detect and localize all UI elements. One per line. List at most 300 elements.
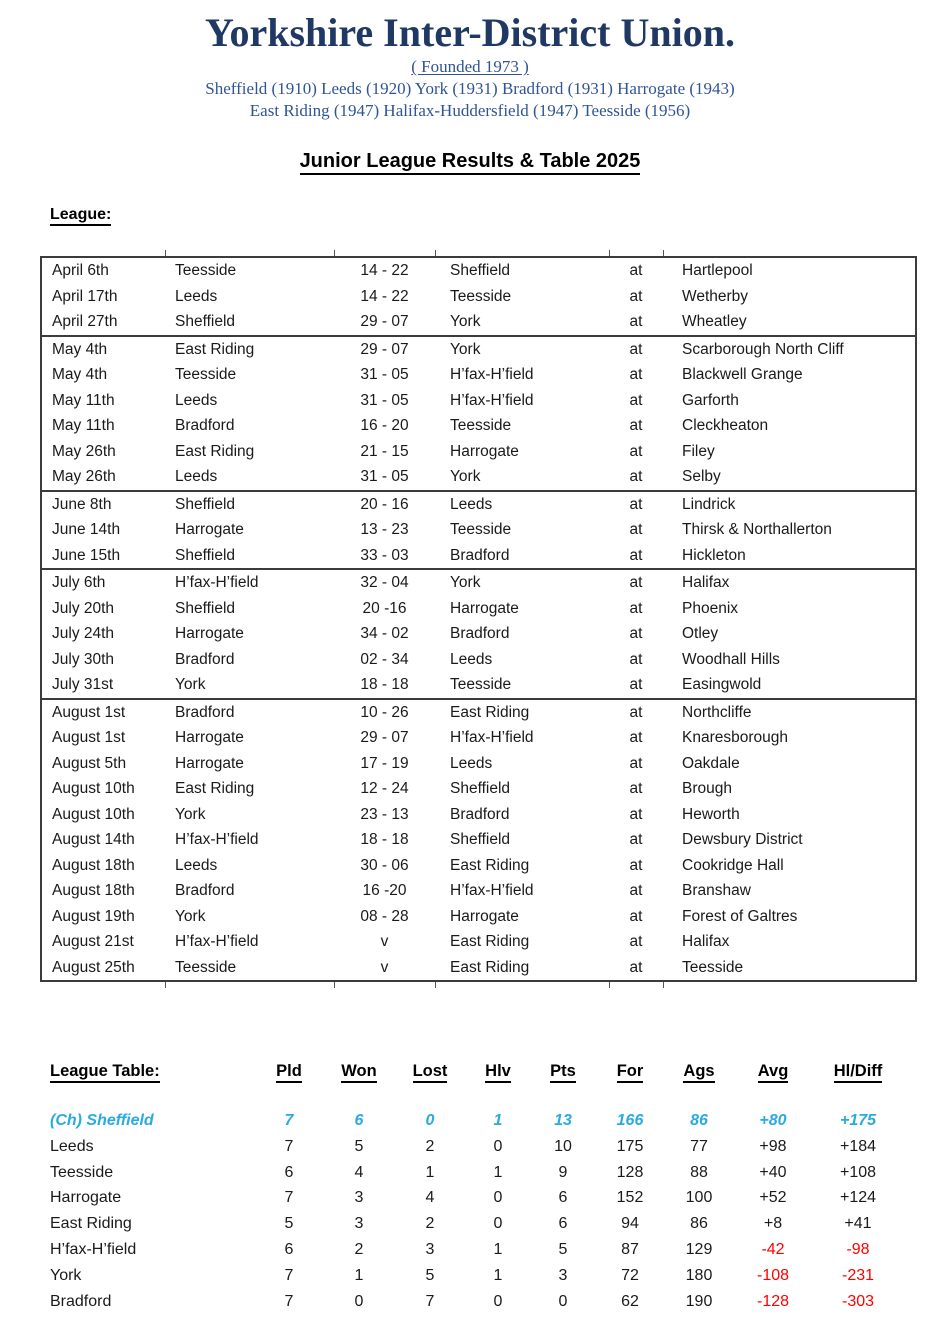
stat-value: 6 — [558, 1215, 568, 1233]
team-name: Teesside — [50, 1163, 114, 1181]
venue-name: Otley — [682, 625, 719, 642]
team-name: Leeds — [50, 1137, 94, 1155]
stat-value: 2 — [354, 1240, 364, 1258]
result-row — [42, 413, 915, 439]
stat-value: 88 — [690, 1163, 708, 1181]
stat-value: +8 — [763, 1215, 783, 1233]
at-label: at — [629, 703, 643, 721]
match-score: 12 - 24 — [360, 780, 409, 797]
stat-value: 0 — [354, 1292, 364, 1310]
match-score: 31 - 05 — [360, 468, 409, 485]
home-team: Bradford — [175, 417, 235, 434]
venue-name: Heworth — [682, 805, 740, 823]
at-label: at — [629, 958, 643, 976]
match-date: May 4th — [52, 340, 108, 358]
column-divider-tick — [663, 982, 664, 988]
result-row — [42, 904, 915, 930]
founded-text: ( Founded 1973 ) — [411, 57, 529, 76]
at-label: at — [629, 805, 643, 823]
venue-name: Dewsbury District — [682, 831, 803, 848]
league-table-header — [50, 1060, 910, 1082]
match-score: 20 -16 — [362, 599, 407, 617]
column-divider-tick — [435, 982, 436, 988]
home-team: Sheffield — [175, 546, 236, 564]
stat-value: -108 — [756, 1266, 790, 1284]
venue-name: Cookridge Hall — [682, 856, 784, 874]
match-date: August 19th — [52, 907, 135, 925]
match-date: August 10th — [52, 805, 135, 823]
results-table-body — [40, 256, 917, 982]
venue-name: Knaresborough — [682, 729, 788, 746]
result-row — [42, 955, 915, 981]
column-ticks-top — [40, 250, 917, 256]
venue-name: Hickleton — [682, 546, 746, 564]
stat-value: -231 — [841, 1266, 875, 1284]
column-header: Pts — [530, 1060, 596, 1082]
league-label — [50, 204, 940, 226]
stat-value: 1 — [354, 1266, 364, 1284]
column-divider-tick — [334, 982, 335, 988]
stat-value: 7 — [284, 1137, 294, 1155]
result-row — [42, 258, 915, 284]
match-date: May 26th — [52, 442, 116, 460]
column-divider-tick — [165, 250, 166, 256]
stat-value: 128 — [616, 1163, 644, 1181]
venue-name: Northcliffe — [682, 703, 752, 721]
match-score: 21 - 15 — [360, 442, 409, 460]
stat-value: 3 — [354, 1215, 364, 1233]
venue-name: Selby — [682, 468, 721, 485]
stat-value: 4 — [425, 1189, 435, 1207]
stat-value: 5 — [284, 1215, 294, 1233]
column-header: Hl/Diff — [812, 1060, 904, 1082]
match-date: August 25th — [52, 958, 135, 976]
stat-value: 87 — [621, 1240, 639, 1258]
match-score: 14 - 22 — [360, 262, 409, 279]
away-team: H’fax-H’field — [450, 882, 534, 899]
districts-line-1: Sheffield (1910) Leeds (1920) York (1931) Bradford (1931) Harrogate (1943) — [205, 79, 735, 98]
at-label: at — [629, 599, 643, 617]
home-team: Bradford — [175, 650, 235, 668]
league-table — [50, 1060, 910, 1314]
stat-value: +52 — [759, 1189, 787, 1207]
venue-name: Brough — [682, 780, 732, 797]
result-row — [42, 309, 915, 335]
match-date: August 10th — [52, 780, 135, 797]
match-date: July 30th — [52, 650, 115, 668]
stat-value: -42 — [761, 1240, 785, 1258]
stat-value: -303 — [841, 1292, 875, 1310]
stat-value: 77 — [690, 1137, 708, 1155]
page-header — [0, 10, 940, 122]
home-team: Bradford — [175, 882, 235, 899]
league-table-row — [50, 1289, 910, 1315]
league-table-row — [50, 1108, 910, 1134]
away-team: Sheffield — [450, 262, 511, 279]
column-divider-tick — [609, 982, 610, 988]
match-date: May 4th — [52, 366, 108, 383]
at-label: at — [629, 262, 643, 279]
match-date: August 18th — [52, 882, 135, 899]
result-row — [42, 751, 915, 777]
results-table — [40, 250, 917, 988]
home-team: H’fax-H’field — [175, 831, 259, 848]
match-score: 16 - 20 — [360, 417, 409, 434]
venue-name: Filey — [682, 442, 715, 460]
home-team: Harrogate — [175, 729, 244, 746]
match-score: 08 - 28 — [360, 907, 409, 925]
away-team: East Riding — [450, 703, 530, 721]
result-row — [42, 929, 915, 955]
match-date: August 1st — [52, 703, 126, 721]
match-date: July 20th — [52, 599, 115, 617]
at-label: at — [629, 729, 643, 746]
match-score: 29 - 07 — [360, 340, 409, 358]
venue-name: Lindrick — [682, 495, 736, 513]
team-name: Bradford — [50, 1292, 112, 1310]
venue-name: Easingwold — [682, 676, 762, 693]
at-label: at — [629, 521, 643, 538]
home-team: H’fax-H’field — [175, 574, 259, 591]
home-team: Sheffield — [175, 313, 236, 330]
away-team: H’fax-H’field — [450, 729, 534, 746]
away-team: East Riding — [450, 856, 530, 874]
venue-name: Teesside — [682, 958, 744, 976]
stat-value: 6 — [558, 1189, 568, 1207]
stat-value: 0 — [425, 1112, 435, 1129]
match-score: 23 - 13 — [360, 805, 409, 823]
at-label: at — [629, 366, 643, 383]
home-team: Leeds — [175, 856, 218, 874]
column-divider-tick — [663, 250, 664, 256]
away-team: Bradford — [450, 805, 510, 823]
home-team: Teesside — [175, 262, 237, 279]
match-score: 31 - 05 — [360, 366, 409, 383]
match-score: 14 - 22 — [360, 287, 409, 305]
match-score: 29 - 07 — [360, 313, 409, 330]
match-date: July 24th — [52, 625, 115, 642]
stat-value: +108 — [839, 1163, 877, 1181]
stat-value: +184 — [839, 1137, 877, 1155]
match-date: August 18th — [52, 856, 135, 874]
venue-name: Wetherby — [682, 287, 749, 305]
match-score: 33 - 03 — [360, 546, 409, 564]
at-label: at — [629, 287, 643, 305]
venue-name: Garforth — [682, 391, 739, 409]
home-team: Harrogate — [175, 754, 244, 772]
match-date: August 21st — [52, 933, 134, 950]
away-team: Harrogate — [450, 599, 519, 617]
league-table-row — [50, 1160, 910, 1186]
result-row — [42, 337, 915, 363]
column-header: Lost — [394, 1060, 466, 1082]
match-score: v — [380, 958, 389, 976]
stat-value: 62 — [621, 1292, 639, 1310]
venue-name: Phoenix — [682, 599, 739, 617]
column-divider-tick — [334, 250, 335, 256]
stat-value: +98 — [759, 1137, 787, 1155]
league-label-text: League: — [50, 206, 111, 226]
result-row — [42, 492, 915, 518]
team-name: (Ch) Sheffield — [50, 1112, 154, 1129]
match-score: 32 - 04 — [360, 574, 409, 591]
result-row — [42, 439, 915, 465]
at-label: at — [629, 546, 643, 564]
match-score: 17 - 19 — [360, 754, 409, 772]
away-team: York — [450, 313, 481, 330]
match-date: May 11th — [52, 391, 115, 409]
home-team: East Riding — [175, 442, 255, 460]
stat-value: 100 — [685, 1189, 713, 1207]
stat-value: 94 — [621, 1215, 639, 1233]
districts-line-2: East Riding (1947) Halifax-Huddersfield (1947) Teesside (1956) — [249, 101, 691, 120]
stat-value: 13 — [554, 1112, 572, 1129]
section-heading — [0, 148, 940, 174]
column-divider-tick — [609, 250, 610, 256]
stat-value: 7 — [284, 1266, 294, 1284]
result-row — [42, 464, 915, 490]
away-team: Bradford — [450, 546, 510, 564]
match-score: v — [380, 933, 389, 950]
stat-value: +124 — [839, 1189, 877, 1207]
stat-value: 1 — [493, 1112, 503, 1129]
away-team: Sheffield — [450, 780, 511, 797]
at-label: at — [629, 780, 643, 797]
stat-value: 3 — [425, 1240, 435, 1258]
column-header: For — [596, 1060, 664, 1082]
league-table-row — [50, 1134, 910, 1160]
at-label: at — [629, 442, 643, 460]
column-header: Ags — [664, 1060, 734, 1082]
result-row — [42, 853, 915, 879]
away-team: York — [450, 340, 481, 358]
home-team: Bradford — [175, 703, 235, 721]
stat-value: 6 — [284, 1240, 294, 1258]
stat-value: +175 — [839, 1112, 877, 1129]
match-score: 20 - 16 — [360, 495, 409, 513]
venue-name: Cleckheaton — [682, 417, 769, 434]
month-group — [42, 490, 915, 569]
stat-value: 1 — [425, 1163, 435, 1181]
at-label: at — [629, 417, 643, 434]
column-ticks-bottom — [40, 982, 917, 988]
away-team: Leeds — [450, 754, 493, 772]
result-row — [42, 543, 915, 569]
home-team: Teesside — [175, 366, 237, 383]
venue-name: Thirsk & Northallerton — [682, 521, 832, 538]
month-group — [42, 698, 915, 981]
at-label: at — [629, 933, 643, 950]
at-label: at — [629, 754, 643, 772]
column-header: Hlv — [466, 1060, 530, 1082]
result-row — [42, 517, 915, 543]
stat-value: 180 — [685, 1266, 713, 1284]
stat-value: 0 — [493, 1189, 503, 1207]
stat-value: 166 — [616, 1112, 644, 1129]
stat-value: 0 — [558, 1292, 568, 1310]
match-score: 29 - 07 — [360, 729, 409, 746]
result-row — [42, 700, 915, 726]
result-row — [42, 725, 915, 751]
away-team: H’fax-H’field — [450, 366, 534, 383]
result-row — [42, 388, 915, 414]
stat-value: 7 — [284, 1292, 294, 1310]
at-label: at — [629, 650, 643, 668]
stat-value: 9 — [558, 1163, 568, 1181]
match-date: August 14th — [52, 831, 135, 848]
at-label: at — [629, 882, 643, 899]
at-label: at — [629, 574, 643, 591]
at-label: at — [629, 313, 643, 330]
match-date: April 6th — [52, 262, 109, 279]
stat-value: 0 — [493, 1292, 503, 1310]
match-date: June 8th — [52, 495, 112, 513]
venue-name: Scarborough North Cliff — [682, 340, 844, 358]
away-team: Teesside — [450, 417, 512, 434]
home-team: Harrogate — [175, 521, 244, 538]
at-label: at — [629, 468, 643, 485]
venue-name: Halifax — [682, 933, 730, 950]
stat-value: 2 — [425, 1215, 435, 1233]
venue-name: Halifax — [682, 574, 730, 591]
stat-value: 72 — [621, 1266, 639, 1284]
result-row — [42, 878, 915, 904]
venue-name: Oakdale — [682, 754, 740, 772]
match-date: August 1st — [52, 729, 126, 746]
stat-value: 1 — [493, 1163, 503, 1181]
home-team: York — [175, 676, 206, 693]
home-team: Leeds — [175, 468, 218, 485]
home-team: York — [175, 907, 206, 925]
home-team: East Riding — [175, 340, 255, 358]
stat-value: 1 — [493, 1266, 503, 1284]
at-label: at — [629, 676, 643, 693]
away-team: Leeds — [450, 650, 493, 668]
stat-value: 6 — [284, 1163, 294, 1181]
result-row — [42, 284, 915, 310]
result-row — [42, 570, 915, 596]
column-header: Avg — [734, 1060, 812, 1082]
venue-name: Blackwell Grange — [682, 366, 803, 383]
away-team: Leeds — [450, 495, 493, 513]
at-label: at — [629, 856, 643, 874]
stat-value: 7 — [425, 1292, 435, 1310]
at-label: at — [629, 625, 643, 642]
stat-value: +40 — [759, 1163, 787, 1181]
result-row — [42, 827, 915, 853]
result-row — [42, 621, 915, 647]
away-team: Sheffield — [450, 831, 511, 848]
team-name: East Riding — [50, 1215, 132, 1233]
venue-name: Wheatley — [682, 313, 747, 330]
away-team: York — [450, 574, 481, 591]
home-team: Sheffield — [175, 599, 236, 617]
match-score: 13 - 23 — [360, 521, 409, 538]
stat-value: +80 — [759, 1112, 787, 1129]
away-team: Teesside — [450, 521, 512, 538]
result-row — [42, 776, 915, 802]
page-title: Yorkshire Inter-District Union. — [205, 10, 735, 55]
at-label: at — [629, 495, 643, 513]
home-team: Teesside — [175, 958, 237, 976]
result-row — [42, 596, 915, 622]
stat-value: 3 — [558, 1266, 568, 1284]
match-score: 16 -20 — [362, 882, 407, 899]
league-table-row — [50, 1185, 910, 1211]
stat-value: 5 — [425, 1266, 435, 1284]
home-team: Harrogate — [175, 625, 244, 642]
match-score: 31 - 05 — [360, 391, 409, 409]
home-team: Leeds — [175, 391, 218, 409]
match-score: 02 - 34 — [360, 650, 409, 668]
at-label: at — [629, 391, 643, 409]
match-date: July 6th — [52, 574, 106, 591]
match-score: 18 - 18 — [360, 676, 409, 693]
match-date: June 14th — [52, 521, 121, 538]
league-table-row — [50, 1237, 910, 1263]
match-score: 18 - 18 — [360, 831, 409, 848]
stat-value: 7 — [284, 1189, 294, 1207]
stat-value: 86 — [690, 1215, 708, 1233]
result-row — [42, 647, 915, 673]
team-name: York — [50, 1266, 82, 1284]
home-team: Leeds — [175, 287, 218, 305]
stat-value: 190 — [685, 1292, 713, 1310]
away-team: York — [450, 468, 481, 485]
result-row — [42, 672, 915, 698]
stat-value: 0 — [493, 1137, 503, 1155]
league-table-row — [50, 1211, 910, 1237]
team-name: H’fax-H’field — [50, 1240, 137, 1258]
venue-name: Woodhall Hills — [682, 650, 780, 668]
match-date: July 31st — [52, 676, 114, 693]
stat-value: +41 — [844, 1215, 872, 1233]
column-header: Won — [324, 1060, 394, 1082]
match-score: 30 - 06 — [360, 856, 409, 874]
away-team: H’fax-H’field — [450, 391, 534, 409]
venue-name: Branshaw — [682, 882, 751, 899]
venue-name: Hartlepool — [682, 262, 753, 279]
match-date: April 17th — [52, 287, 118, 305]
stat-value: 1 — [493, 1240, 503, 1258]
venue-name: Forest of Galtres — [682, 907, 798, 925]
stat-value: 0 — [493, 1215, 503, 1233]
away-team: Bradford — [450, 625, 510, 642]
home-team: Sheffield — [175, 495, 236, 513]
result-row — [42, 362, 915, 388]
stat-value: 152 — [616, 1189, 644, 1207]
match-score: 10 - 26 — [360, 703, 409, 721]
month-group — [42, 335, 915, 490]
team-name: Harrogate — [50, 1189, 122, 1207]
away-team: Harrogate — [450, 442, 519, 460]
stat-value: -128 — [756, 1292, 790, 1310]
month-group — [42, 568, 915, 698]
stat-value: 175 — [616, 1137, 644, 1155]
home-team: East Riding — [175, 780, 255, 797]
away-team: East Riding — [450, 933, 530, 950]
match-score: 34 - 02 — [360, 625, 409, 642]
stat-value: 86 — [690, 1112, 708, 1129]
stat-value: 129 — [685, 1240, 713, 1258]
league-table-label: League Table: — [50, 1060, 254, 1082]
column-header: Pld — [254, 1060, 324, 1082]
section-heading-text: Junior League Results & Table 2025 — [300, 150, 641, 175]
match-date: August 5th — [52, 754, 127, 772]
stat-value: 4 — [354, 1163, 364, 1181]
stat-value: 7 — [284, 1112, 294, 1129]
match-date: April 27th — [52, 313, 118, 330]
